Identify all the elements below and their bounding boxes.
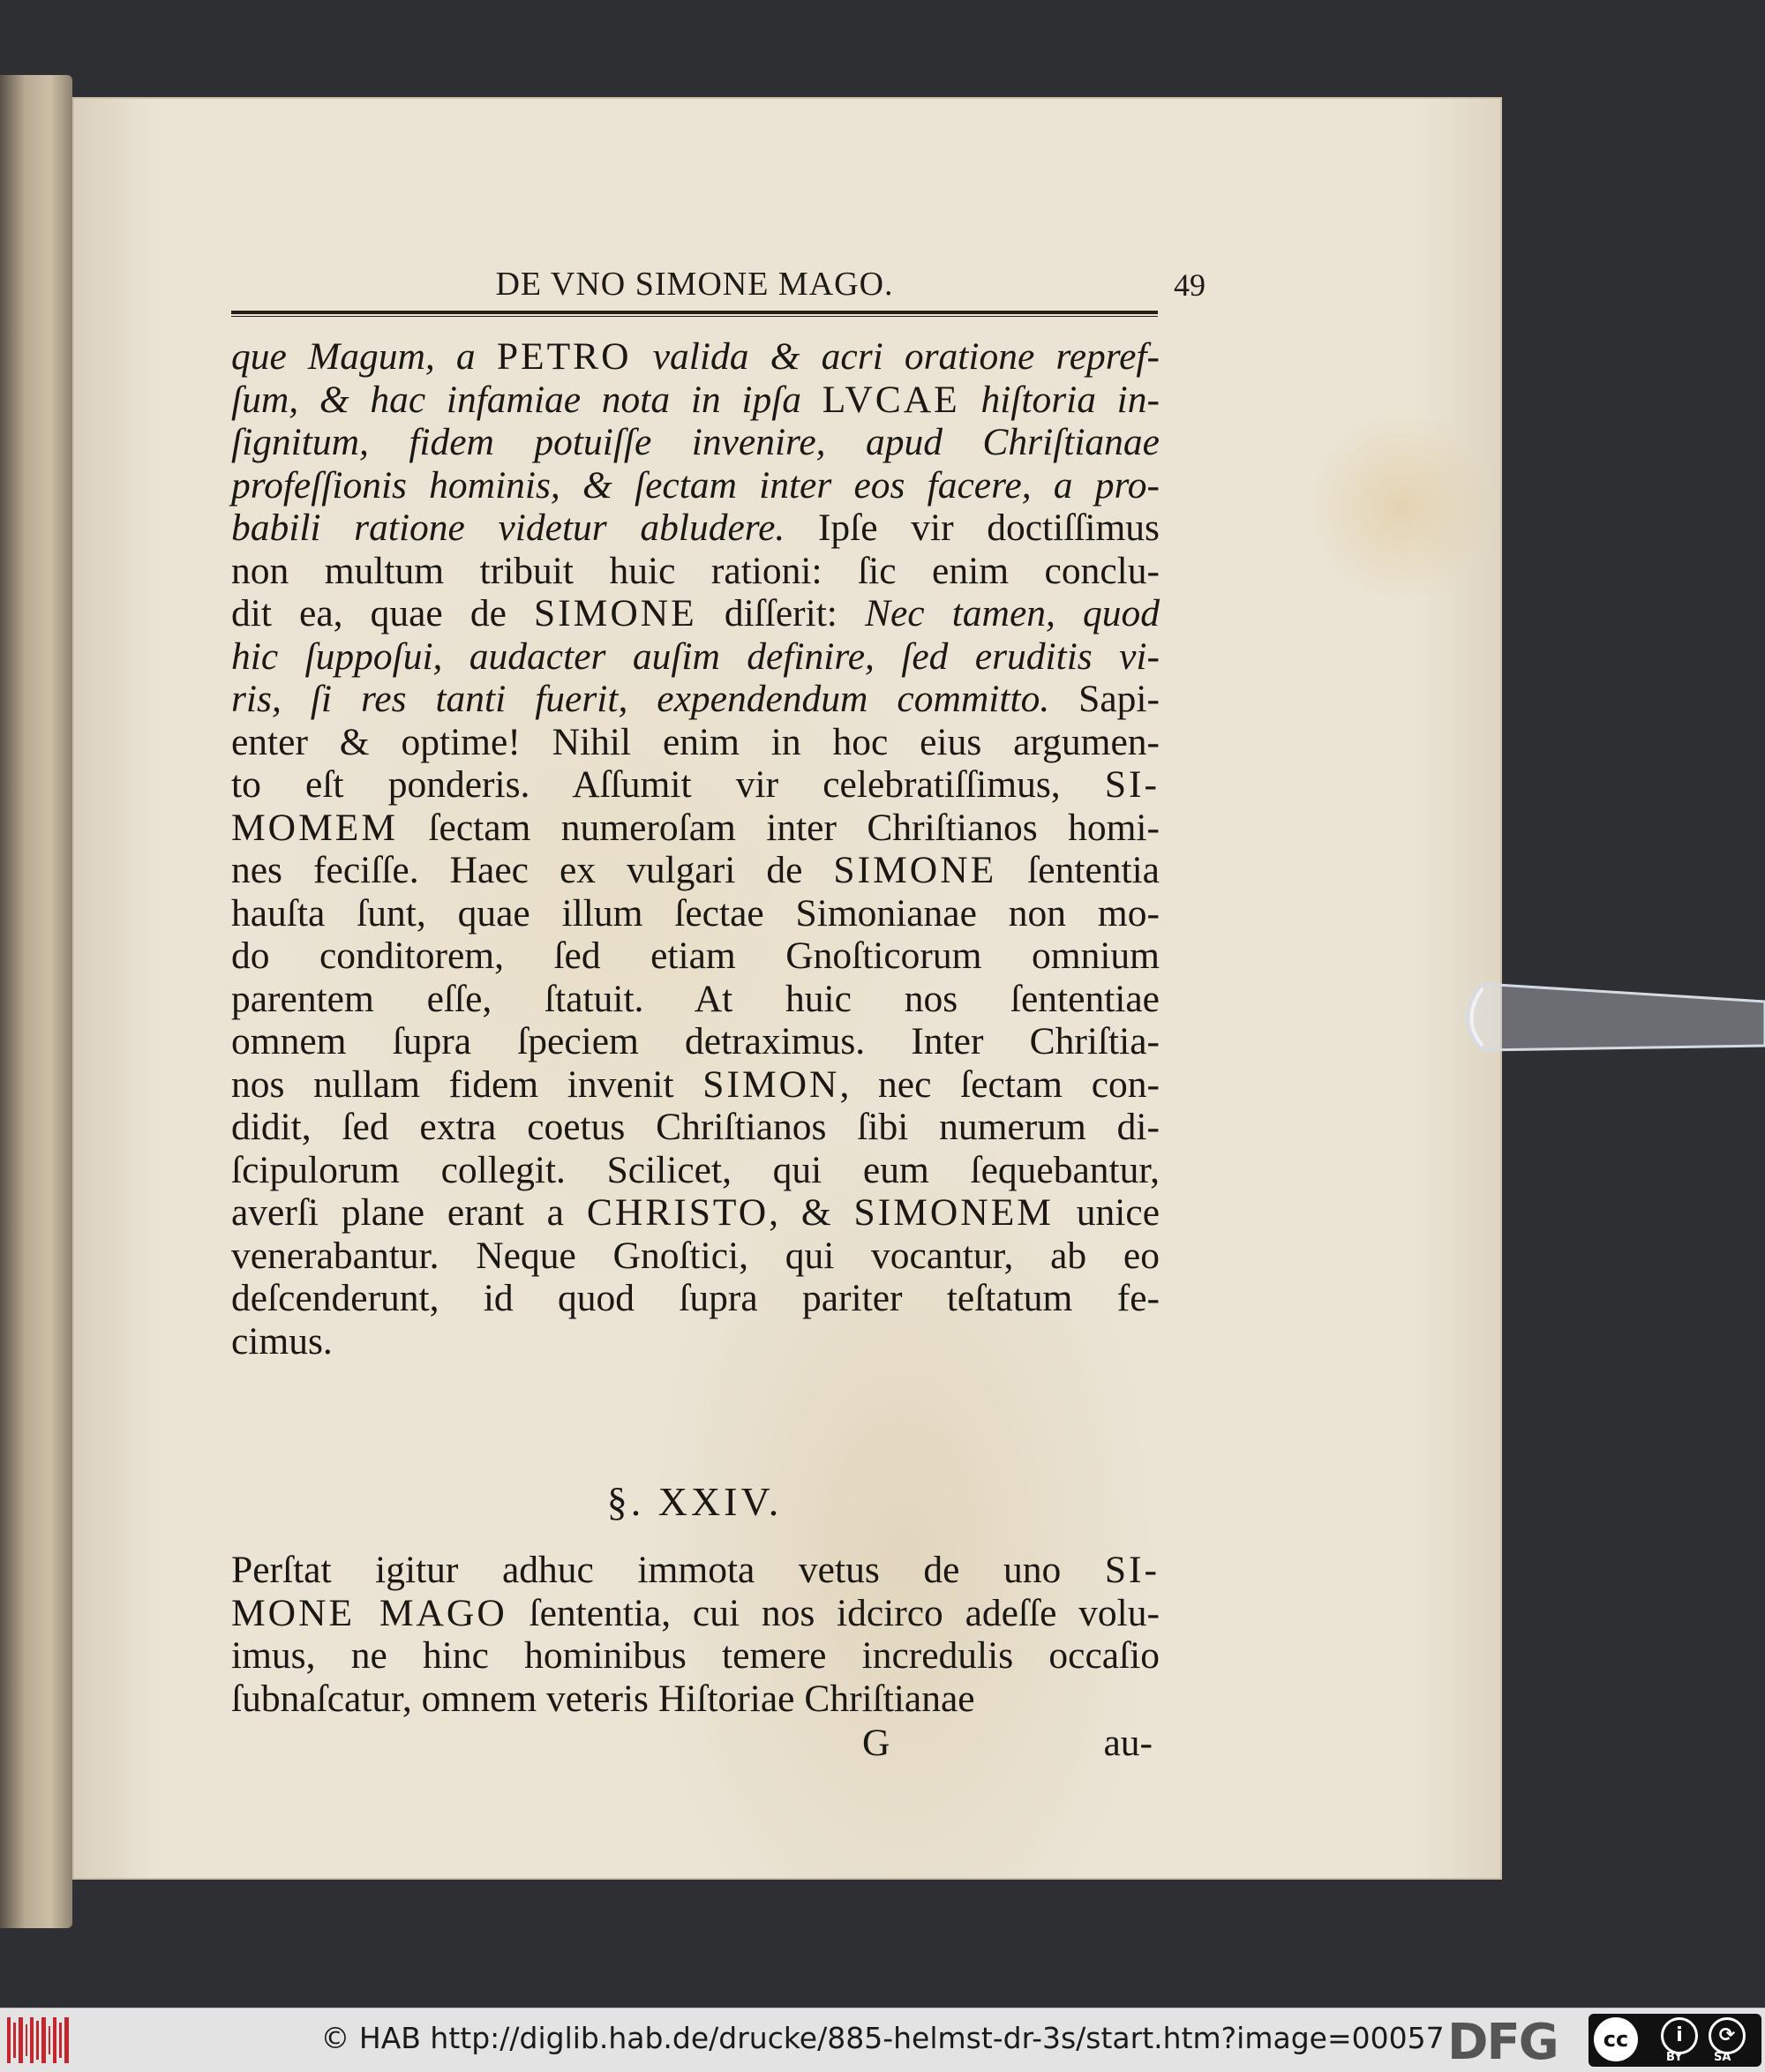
small-caps-name: SIMON [702,1062,840,1106]
italic-text: hiſtoria in- [959,378,1160,421]
roman-text: imus, ne hinc hominibus temere incredulis occaſio [231,1634,1160,1677]
small-caps-name: SI- [1104,763,1160,806]
page-clip [1447,966,1765,1063]
roman-text: cimus. [231,1319,333,1363]
text-line [231,379,1160,422]
roman-text: ſectam numeroſam inter Chriſtianos homi- [398,806,1160,849]
roman-text: didit, ſed extra coetus Chriſtianos ſibi numerum di- [231,1106,1160,1148]
signature-mark: G [862,1722,890,1764]
license-sa-label: SA [1714,2051,1731,2064]
roman-text: diſſerit: [696,592,865,634]
text-line [231,335,1160,379]
roman-text: nos nullam fidem invenit [231,1062,703,1106]
cc-license-badge[interactable] [1588,2014,1761,2067]
italic-text: que Magum, a [231,335,497,378]
roman-text: to eſt ponderis. Aſſumit vir celebratiſſimus, [231,763,1105,806]
text-line [231,935,1160,978]
roman-text: Sapi- [1049,678,1160,720]
text-line [231,1549,1160,1592]
small-caps-name: SIMONEM [853,1191,1054,1234]
text-line [231,763,1160,807]
italic-text: ris, ſi res tanti fuerit, expendendum committo. [231,678,1050,720]
text-line [231,1020,1160,1063]
page-number: 49 [1174,267,1205,303]
italic-text: profeſſionis hominis, & ſectam inter eos facere, a pro- [231,463,1160,507]
roman-text: ſententia [996,849,1160,891]
roman-text: , & [769,1191,854,1234]
facing-page-edge [0,75,72,1928]
roman-text: Ipſe vir doctiſſimus [785,507,1160,549]
text-line [231,1063,1160,1107]
section-heading: §. XXIV. [606,1479,783,1524]
roman-text: parentem eſſe, ſtatuit. At huic nos ſententiae [231,977,1160,1020]
body-text [231,335,1160,1363]
catchword: au- [1103,1722,1153,1764]
roman-text: Perſtat igitur adhuc immota vetus de uno [231,1549,1105,1591]
text-line [231,807,1160,850]
roman-text: deſcenderunt, id quod ſupra pariter teſtatum fe- [231,1277,1160,1319]
small-caps-name: LVCAE [822,378,960,421]
roman-text: do conditorem, ſed etiam Gnoſticorum omnium [231,935,1160,977]
roman-text: , nec ſectam con- [839,1062,1160,1106]
small-caps-name: SIMONE [833,849,997,891]
text-line [231,1634,1160,1678]
small-caps-name: MONE MAGO [231,1591,507,1634]
text-line [231,892,1160,935]
italic-text: Nec tamen, quod [864,592,1160,634]
attribution-icon: i [1661,2017,1698,2054]
small-caps-name: CHRISTO [586,1191,770,1234]
roman-text: ſententia, cui nos idcirco adeſſe volu- [507,1591,1160,1634]
roman-text: dit ea, quae de [231,592,534,634]
text-line [231,1191,1160,1235]
text-line [231,1149,1160,1192]
roman-text: unice [1053,1191,1160,1234]
footer-credit-link[interactable]: © HAB http://diglib.hab.de/drucke/885-helmst-dr-3s/start.htm?image=00057 [320,2021,1445,2055]
roman-text: omnem ſupra ſpeciem detraximus. Inter Chriſtia- [231,1020,1160,1062]
share-alike-icon: ⟳ [1709,2017,1746,2054]
text-line [231,849,1160,892]
text-line [231,1592,1160,1635]
italic-text: hic ſuppoſui, audacter auſim definire, ſed eruditis vi- [231,634,1160,678]
small-caps-name: SI- [1104,1549,1160,1591]
small-caps-name: MOMEM [231,806,399,849]
roman-text: enter & optime! Nihil enim in hoc eius argumen- [231,720,1160,763]
footer-bar [0,2008,1765,2072]
roman-text: non multum tribuit huic rationi: ſic enim conclu- [231,549,1160,592]
text-line [231,507,1160,550]
small-caps-name: PETRO [496,335,632,378]
text-line [231,635,1160,679]
text-line [231,721,1160,764]
head-rule [231,311,1158,317]
small-caps-name: SIMONE [533,592,697,634]
license-by-label: BY [1666,2051,1683,2064]
text-line [231,550,1160,593]
roman-text: nes feciſſe. Haec ex vulgari de [231,849,834,891]
text-line [231,421,1160,464]
text-line [231,1277,1160,1320]
roman-text: venerabantur. Neque Gnoſtici, qui vocantur, ab eo [231,1234,1160,1277]
cc-icon: cc [1594,2017,1638,2061]
text-line [231,1320,1160,1363]
text-line [231,1678,1160,1721]
roman-text: hauſta ſunt, quae illum ſectae Simonianae non mo- [231,891,1160,935]
italic-text: ſignitum, fidem potuiſſe invenire, apud Chriſtianae [231,421,1160,463]
roman-text: averſi plane erant a [231,1191,587,1234]
dfg-logo: DFG [1447,2014,1558,2071]
italic-text: babili ratione videtur abludere. [231,507,785,549]
text-line [231,678,1160,721]
text-line [231,1106,1160,1149]
text-line [231,1235,1160,1278]
text-line [231,464,1160,507]
book-page [72,97,1502,1880]
roman-text: ſcipulorum collegit. Scilicet, qui eum ſequebantur, [231,1148,1160,1191]
italic-text: ſum, & hac infamiae nota in ipſa [231,378,822,421]
section-body [231,1549,1160,1720]
running-head: DE VNO SIMONE MAGO. [495,266,894,303]
text-line [231,592,1160,635]
italic-text: valida & acri oratione repref- [631,335,1160,378]
text-line [231,978,1160,1021]
roman-text: ſubnaſcatur, omnem veteris Hiſtoriae Chriſtianae [231,1677,975,1720]
